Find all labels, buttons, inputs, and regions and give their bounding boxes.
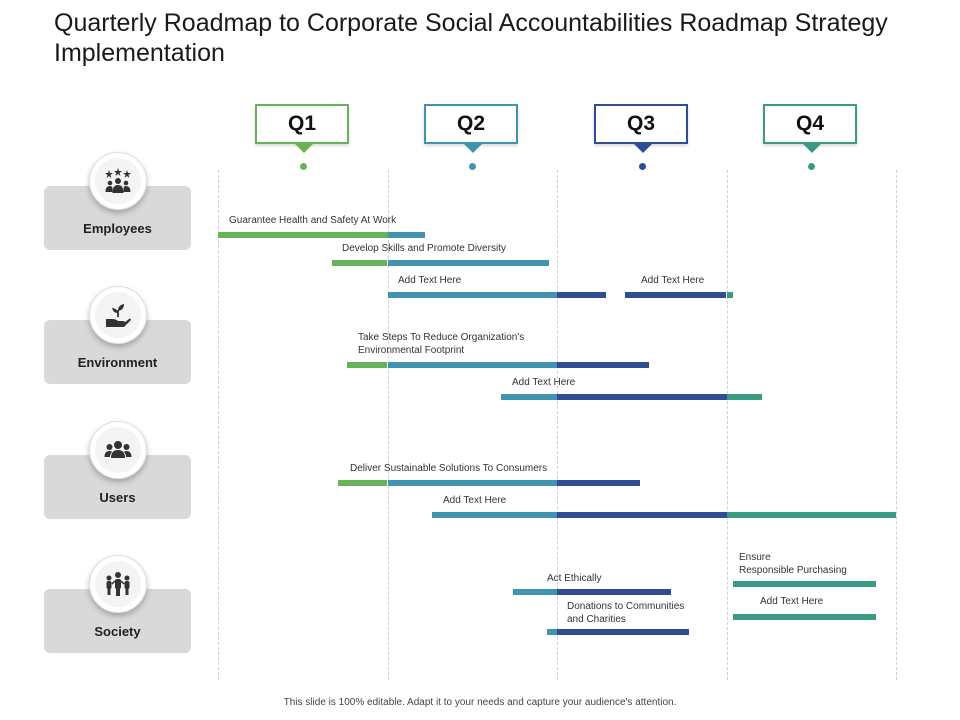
grid-line bbox=[896, 170, 897, 680]
task-bar-segment bbox=[557, 629, 689, 635]
grid-line bbox=[557, 170, 558, 680]
task-label: Take Steps To Reduce Organization's Environmental Footprint bbox=[358, 332, 525, 356]
task-bar-segment bbox=[547, 629, 557, 635]
footer-note: This slide is 100% editable. Adapt it to your needs and capture your audience's attention. bbox=[283, 697, 677, 708]
category-label: Users bbox=[99, 490, 136, 505]
task-bar-segment bbox=[218, 232, 388, 238]
task-bar-segment bbox=[727, 394, 763, 400]
task-bar-segment bbox=[501, 394, 557, 400]
quarter-label: Q2 bbox=[456, 112, 485, 135]
slide-title: Quarterly Roadmap to Corporate Social Accountabilities Roadmap Strategy Implementation bbox=[54, 9, 888, 67]
task-bar-segment bbox=[557, 394, 727, 400]
task-bar-segment bbox=[727, 512, 897, 518]
quarter-label: Q4 bbox=[795, 112, 824, 135]
quarter-marker-q4 bbox=[808, 163, 815, 170]
quarter-marker-q3 bbox=[639, 163, 646, 170]
task-bar-segment bbox=[513, 589, 557, 595]
society-people-icon bbox=[89, 555, 147, 613]
quarter-marker-q1 bbox=[300, 163, 307, 170]
task-bar-segment bbox=[388, 362, 558, 368]
task-bar-segment bbox=[625, 292, 727, 298]
pointer-icon bbox=[802, 143, 822, 153]
quarter-label: Q1 bbox=[287, 112, 316, 135]
task-bar-segment bbox=[557, 362, 649, 368]
users-group-icon bbox=[89, 421, 147, 479]
task-label: Add Text Here bbox=[760, 596, 824, 607]
task-bar-segment bbox=[347, 362, 388, 368]
task-bar-segment bbox=[388, 232, 425, 238]
task-label: Add Text Here bbox=[443, 495, 507, 506]
category-label: Environment bbox=[77, 355, 158, 370]
pointer-icon bbox=[633, 143, 653, 153]
task-bar-segment bbox=[332, 260, 388, 266]
task-label: Add Text Here bbox=[398, 275, 462, 286]
task-bar-segment bbox=[432, 512, 557, 518]
category-label: Society bbox=[94, 624, 141, 639]
task-bar-segment bbox=[733, 581, 875, 587]
task-label: Develop Skills and Promote Diversity bbox=[342, 243, 506, 254]
employees-group-icon bbox=[89, 152, 147, 210]
task-label: Guarantee Health and Safety At Work bbox=[229, 215, 397, 226]
quarter-label: Q3 bbox=[626, 112, 655, 135]
task-bar-segment bbox=[338, 480, 387, 486]
task-label: Add Text Here bbox=[641, 275, 705, 286]
quarter-q4 bbox=[763, 104, 857, 144]
task-bar-segment bbox=[388, 292, 558, 298]
pointer-icon bbox=[463, 143, 483, 153]
task-bar-segment bbox=[388, 480, 558, 486]
category-label: Employees bbox=[83, 221, 152, 236]
quarter-q1 bbox=[255, 104, 349, 144]
quarter-marker-q2 bbox=[469, 163, 476, 170]
task-bar-segment bbox=[388, 260, 549, 266]
task-bar-segment bbox=[557, 480, 640, 486]
quarter-q2 bbox=[424, 104, 518, 144]
task-bar-segment bbox=[733, 614, 875, 620]
task-bar-segment bbox=[727, 292, 734, 298]
pointer-icon bbox=[294, 143, 314, 153]
grid-line bbox=[727, 170, 728, 680]
task-label: Ensure Responsible Purchasing bbox=[739, 552, 847, 576]
task-bar-segment bbox=[557, 292, 606, 298]
task-bar-segment bbox=[557, 512, 727, 518]
grid-line bbox=[218, 170, 219, 680]
quarter-q3 bbox=[594, 104, 688, 144]
task-label: Act Ethically bbox=[547, 573, 602, 584]
task-label: Deliver Sustainable Solutions To Consumers bbox=[350, 463, 548, 474]
plant-in-hand-icon bbox=[89, 286, 147, 344]
task-label: Add Text Here bbox=[512, 377, 576, 388]
task-label: Donations to Communities and Charities bbox=[567, 601, 685, 625]
task-bar-segment bbox=[557, 589, 671, 595]
